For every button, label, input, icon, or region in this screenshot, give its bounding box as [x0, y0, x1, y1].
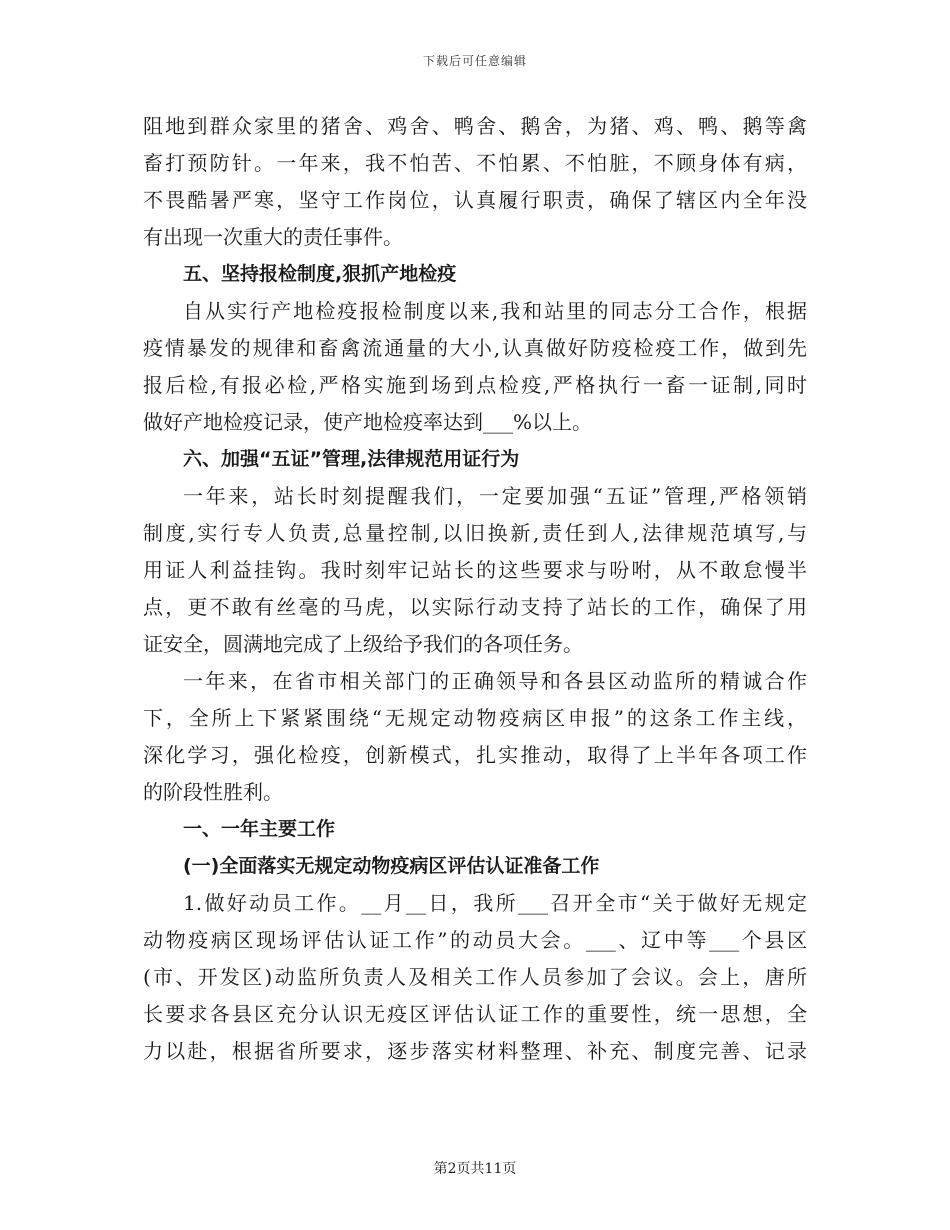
page-footer: 第2页共11页 [433, 1161, 517, 1177]
paragraph-line: 一年来，站长时刻提醒我们，一定要加强“五证”管理,严格领销 [183, 484, 807, 508]
paragraph-line: 有出现一次重大的责任事件。 [143, 225, 403, 249]
section-heading: 一、一年主要工作 [183, 818, 336, 840]
paragraph-line: 制度,实行专人负责,总量控制,以旧换新,责任到人,法律规范填写,与 [143, 521, 807, 545]
section-heading: 五、坚持报检制度,狠抓产地检疫 [183, 263, 457, 285]
paragraph-line: 动物疫病区现场评估认证工作”的动员大会。___、辽中等___个县区 [143, 928, 807, 952]
page-header: 下载后可任意编辑 [422, 54, 527, 68]
document-body [143, 108, 807, 1070]
paragraph-line: 的阶段性胜利。 [143, 780, 283, 804]
paragraph-line: (市、开发区)动监所负责人及相关工作人员参加了会议。会上，唐所 [143, 965, 807, 989]
section-heading: (一)全面落实无规定动物疫病区评估认证准备工作 [183, 855, 600, 877]
paragraph-line: 阻地到群众家里的猪舍、鸡舍、鸭舍、鹅舍，为猪、鸡、鸭、鹅等禽 [143, 114, 807, 138]
paragraph-line: 点，更不敢有丝毫的马虎，以实际行动支持了站长的工作，确保了用 [143, 595, 807, 619]
paragraph-line: 疫情暴发的规律和畜禽流通量的大小,认真做好防疫检疫工作，做到先 [143, 336, 807, 360]
paragraph-line: 做好产地检疫记录，使产地检疫率达到___%以上。 [143, 410, 593, 434]
paragraph-line: 力以赴，根据省所要求，逐步落实材料整理、补充、制度完善、记录 [143, 1039, 807, 1063]
paragraph-line: 1.做好动员工作。__月__日，我所___召开全市“关于做好无规定 [183, 891, 807, 915]
paragraph-line: 下，全所上下紧紧围绕“无规定动物疫病区申报”的这条工作主线， [143, 706, 807, 730]
paragraph-line: 畜打预防针。一年来，我不怕苦、不怕累、不怕脏，不顾身体有病， [143, 151, 807, 175]
paragraph-line: 深化学习，强化检疫，创新模式，扎实推动，取得了上半年各项工作 [143, 743, 807, 767]
paragraph-line: 用证人利益挂钩。我时刻牢记站长的这些要求与吩咐，从不敢怠慢半 [143, 558, 807, 582]
paragraph-line: 自从实行产地检疫报检制度以来,我和站里的同志分工合作，根据 [183, 299, 807, 323]
paragraph-line: 一年来，在省市相关部门的正确领导和各县区动监所的精诚合作 [183, 669, 807, 693]
paragraph-line: 报后检,有报必检,严格实施到场到点检疫,严格执行一畜一证制,同时 [143, 373, 807, 397]
paragraph-line: 证安全，圆满地完成了上级给予我们的各项任务。 [143, 632, 583, 656]
paragraph-line: 长要求各县区充分认识无疫区评估认证工作的重要性，统一思想，全 [143, 1002, 807, 1026]
section-heading: 六、加强“五证”管理,法律规范用证行为 [183, 448, 520, 470]
paragraph-line: 不畏酷暑严寒，坚守工作岗位，认真履行职责，确保了辖区内全年没 [143, 188, 807, 212]
